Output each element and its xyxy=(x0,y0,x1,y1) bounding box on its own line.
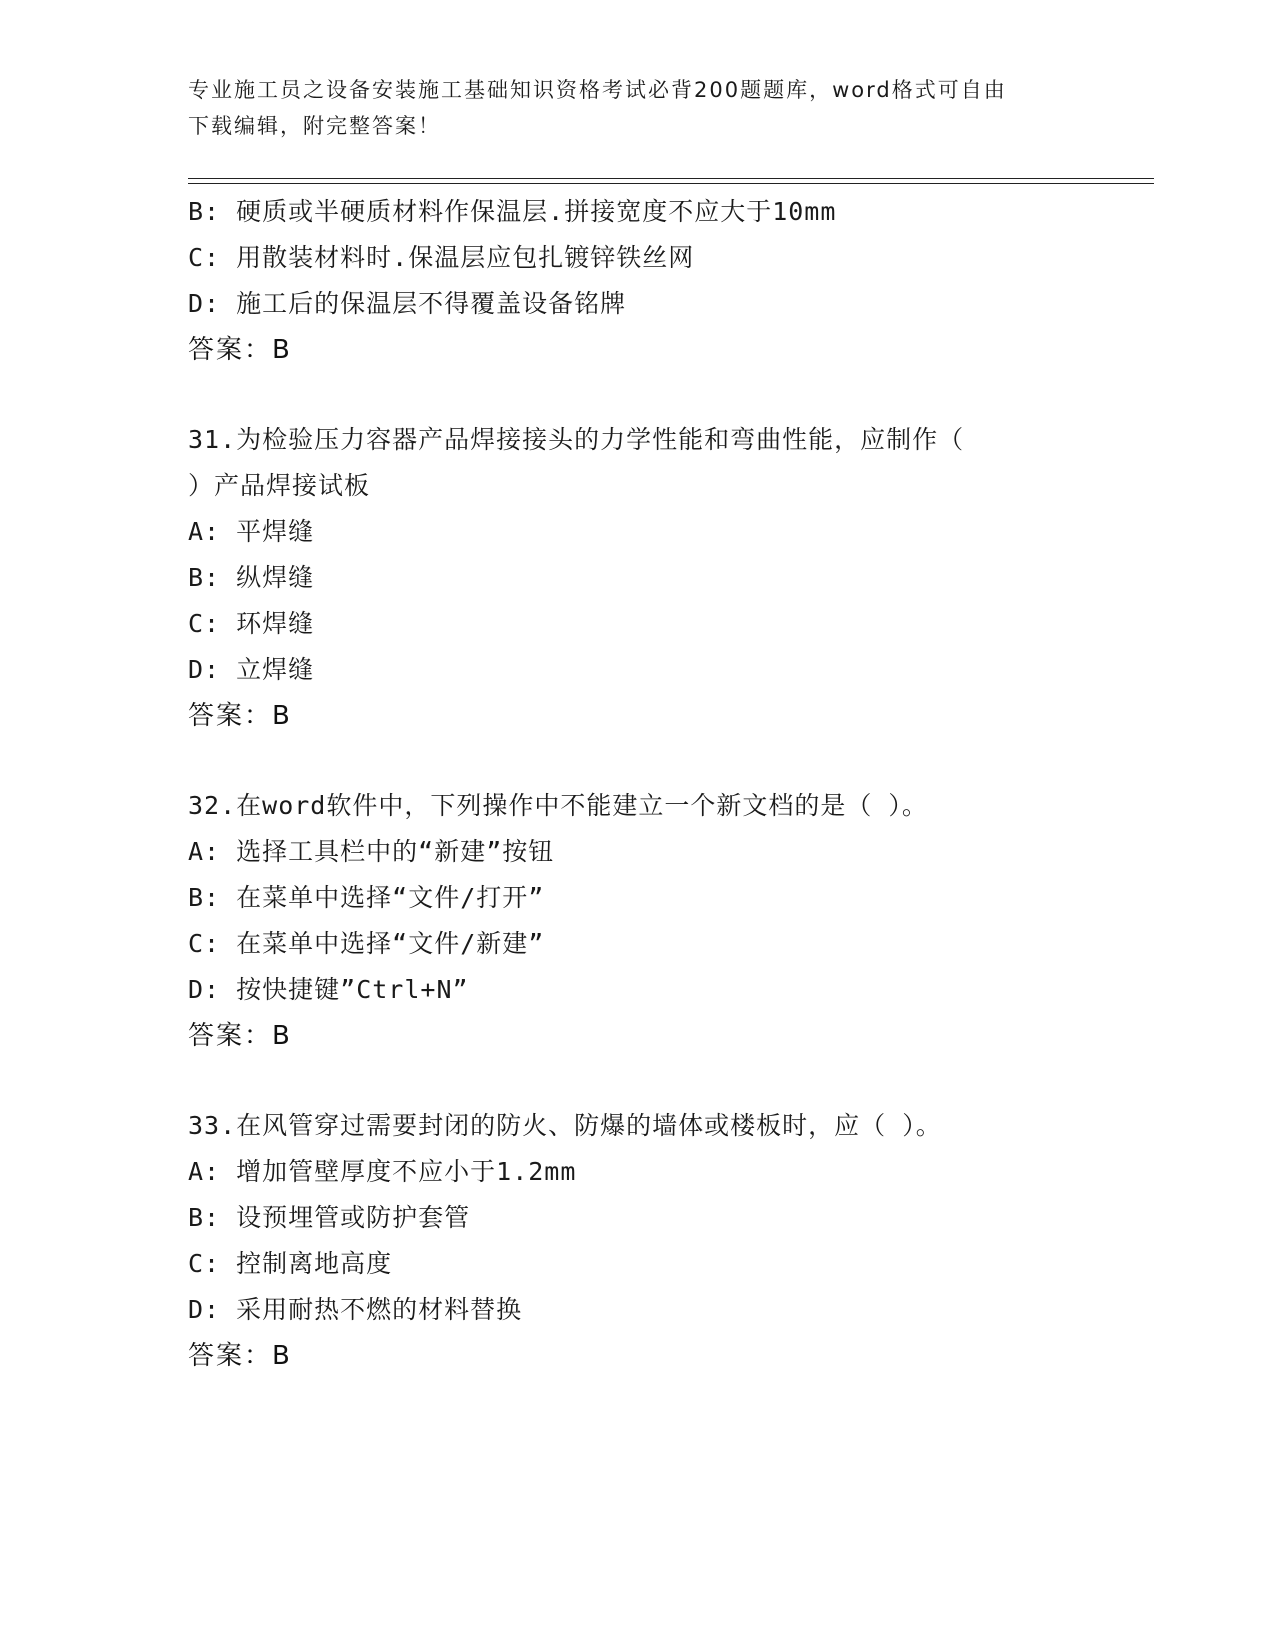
header-divider-top xyxy=(188,178,1154,179)
question-stem-line: 31.为检验压力容器产品焊接接头的力学性能和弯曲性能，应制作（ xyxy=(188,425,965,454)
option-b: B: 硬质或半硬质材料作保温层.拼接宽度不应大于10mm xyxy=(188,197,837,226)
option-c: C: 环焊缝 xyxy=(188,609,315,638)
question-stem-line: ）产品焊接试板 xyxy=(188,471,371,500)
option-a: A: 选择工具栏中的“新建”按钮 xyxy=(188,837,555,866)
document-body xyxy=(188,189,1148,1379)
header-line-2: 下载编辑，附完整答案！ xyxy=(188,114,441,138)
option-a: A: 平焊缝 xyxy=(188,517,315,546)
option-d: D: 立焊缝 xyxy=(188,655,315,684)
question-stem-line: 33.在风管穿过需要封闭的防火、防爆的墙体或楼板时，应（ ）。 xyxy=(188,1111,942,1140)
question-stem xyxy=(188,1103,1048,1149)
answer-line: 答案：B xyxy=(188,1341,292,1371)
option-d: D: 施工后的保温层不得覆盖设备铭牌 xyxy=(188,289,627,318)
option-c: C: 在菜单中选择“文件/新建” xyxy=(188,929,545,958)
question-stem-line: 32.在word软件中，下列操作中不能建立一个新文档的是（ ）。 xyxy=(188,791,928,820)
answer-line: 答案：B xyxy=(188,335,292,365)
answer-line: 答案：B xyxy=(188,1021,292,1051)
option-c: C: 用散装材料时.保温层应包扎镀锌铁丝网 xyxy=(188,243,695,272)
option-c: C: 控制离地高度 xyxy=(188,1249,393,1278)
option-d: D: 按快捷键”Ctrl+N” xyxy=(188,975,469,1004)
question-stem xyxy=(188,417,1048,509)
question-32 xyxy=(188,783,1148,1059)
header-divider-bottom xyxy=(188,183,1154,184)
question-stem xyxy=(188,783,1048,829)
question-31 xyxy=(188,417,1148,739)
question-33 xyxy=(188,1103,1148,1379)
option-d: D: 采用耐热不燃的材料替换 xyxy=(188,1295,523,1324)
spacer xyxy=(188,739,1148,783)
option-a: A: 增加管壁厚度不应小于1.2mm xyxy=(188,1157,577,1186)
option-b: B: 设预埋管或防护套管 xyxy=(188,1203,471,1232)
spacer xyxy=(188,373,1148,417)
answer-line: 答案：B xyxy=(188,701,292,731)
header-line-1: 专业施工员之设备安装施工基础知识资格考试必背200题题库，word格式可自由 xyxy=(188,78,1007,102)
option-b: B: 在菜单中选择“文件/打开” xyxy=(188,883,545,912)
document-header xyxy=(188,72,1088,144)
previous-question-continuation xyxy=(188,189,1148,373)
option-b: B: 纵焊缝 xyxy=(188,563,315,592)
spacer xyxy=(188,1059,1148,1103)
